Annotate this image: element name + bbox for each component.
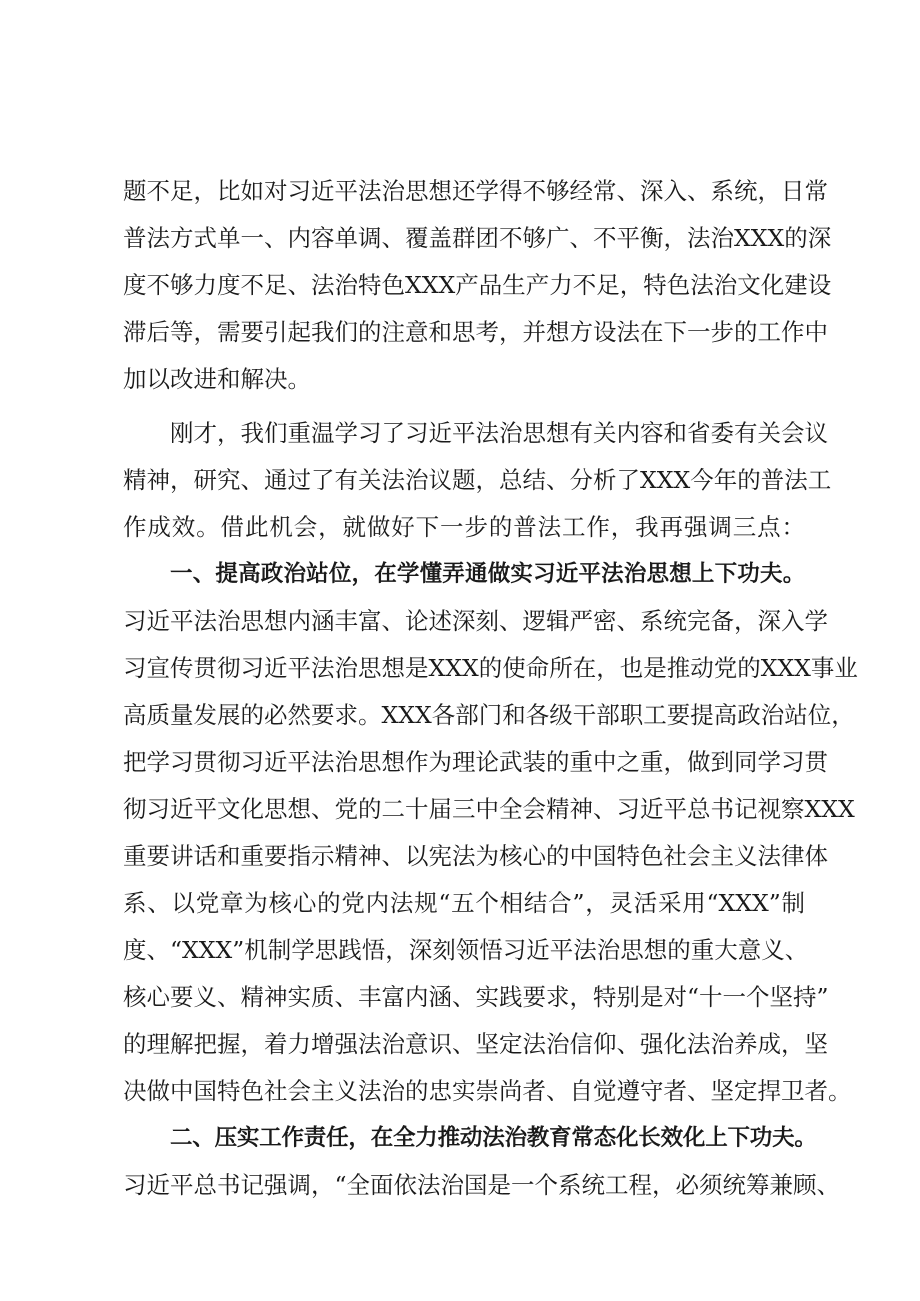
section-heading: 一、提高政治站位，在学懂弄通做实习近平法治思想上下功夫。 [170, 561, 805, 587]
paragraph-line: 滞后等，需要引起我们的注意和思考，并想方设法在下一步的工作中 [123, 318, 828, 346]
paragraph-line: 刚才，我们重温学习了习近平法治思想有关内容和省委有关会议 [170, 419, 828, 447]
paragraph-2 [123, 410, 832, 551]
paragraph-spacer [123, 403, 805, 410]
section-heading: 二、压实工作责任，在全力推动法治教育常态化长效化上下功夫。 [170, 1125, 817, 1151]
paragraph-line: 高质量发展的必然要求。XXX各部门和各级干部职工要提高政治站位， [123, 701, 855, 729]
paragraph-line: 习宣传贯彻习近平法治思想是XXX的使命所在，也是推动党的XXX事业 [123, 654, 858, 682]
section-1 [123, 551, 858, 1115]
paragraph-line: 普法方式单一、内容单调、覆盖群团不够广、不平衡，法治XXX的深 [123, 224, 832, 252]
paragraph-line: 度、“XXX”机制学思践悟，深刻领悟习近平法治思想的重大意义、 [123, 936, 809, 964]
document-body [123, 168, 858, 1209]
paragraph-line: 核心要义、精神实质、丰富内涵、实践要求，特别是对“十一个坚持” [123, 983, 829, 1011]
section-2 [123, 1115, 841, 1209]
paragraph-line: 题不足，比如对习近平法治思想还学得不够经常、深入、系统，日常 [123, 177, 828, 205]
paragraph-line: 系、以党章为核心的党内法规“五个相结合”，灵活采用“XXX”制 [123, 889, 805, 917]
paragraph-line: 把学习贯彻习近平法治思想作为理论武装的重中之重，做到同学习贯 [123, 748, 828, 776]
paragraph-line: 度不够力度不足、法治特色XXX产品生产力不足，特色法治文化建设 [123, 271, 832, 299]
paragraph-line: 重要讲话和重要指示精神、以宪法为核心的中国特色社会主义法律体 [123, 842, 828, 870]
paragraph-line: 决做中国特色社会主义法治的忠实崇尚者、自觉遵守者、坚定捍卫者。 [123, 1077, 852, 1105]
paragraph-line: 作成效。借此机会，就做好下一步的普法工作，我再强调三点： [123, 513, 805, 541]
paragraph-line: 习近平总书记强调，“全面依法治国是一个系统工程，必须统筹兼顾、 [123, 1171, 841, 1199]
paragraph-line: 习近平法治思想内涵丰富、论述深刻、逻辑严密、系统完备，深入学 [123, 607, 828, 635]
paragraph-line: 精神，研究、通过了有关法治议题，总结、分析了XXX今年的普法工 [123, 466, 832, 494]
paragraph-line: 加以改进和解决。 [123, 365, 311, 393]
paragraph-1 [123, 168, 832, 403]
paragraph-line: 的理解把握，着力增强法治意识、坚定法治信仰、强化法治养成，坚 [123, 1030, 828, 1058]
paragraph-line: 彻习近平文化思想、党的二十届三中全会精神、习近平总书记视察XXX [123, 795, 855, 823]
